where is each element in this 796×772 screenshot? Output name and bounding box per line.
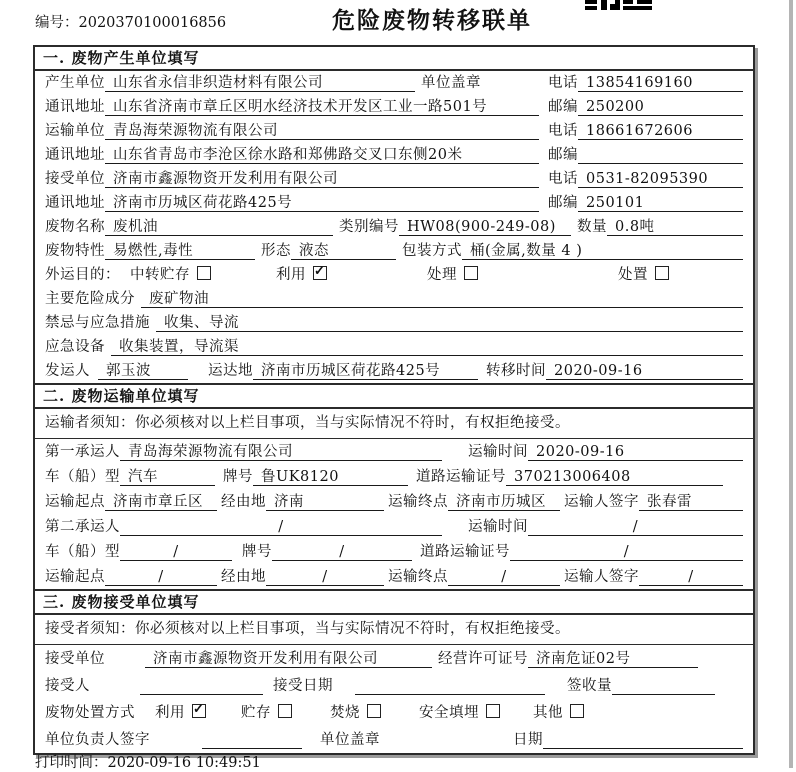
document-number-value: 2020370100016856 — [78, 15, 227, 31]
via2-value[interactable]: / — [266, 568, 384, 586]
producer-unit-value[interactable]: 山东省永信非织造材料有限公司 — [105, 74, 415, 92]
document-number-label: 编号： — [35, 15, 79, 31]
emergency-measures-value[interactable]: 收集、导流 — [156, 314, 743, 332]
vehicle-type2-value[interactable]: / — [120, 543, 232, 561]
transporter-postcode-label: 邮编 — [548, 147, 578, 163]
origin2-label: 运输起点 — [45, 569, 105, 585]
form-row — [35, 239, 753, 263]
disposal-utilize-checkbox[interactable] — [155, 703, 206, 722]
receive-date-value[interactable] — [355, 677, 545, 695]
s2-notice: 运输者须知：你必须核对以上栏目事项，当与实际情况不符时，有权拒绝接受。 — [35, 409, 753, 439]
receiver-unit-label: 接受单位 — [45, 171, 105, 187]
shipper-label: 发运人 — [45, 363, 90, 379]
form-row — [35, 95, 753, 119]
disposal-method-label: 废物处置方式 — [45, 705, 135, 721]
first-carrier-value[interactable]: 青岛海荣源物流有限公司 — [120, 443, 442, 461]
form-row — [35, 143, 753, 167]
form-row — [35, 539, 753, 564]
disposal-utilize-checkbox-box[interactable] — [192, 704, 206, 718]
utilize-checkbox[interactable] — [276, 265, 327, 284]
receiver-unit-seal-label: 单位盖章 — [320, 732, 380, 748]
received-qty-label: 签收量 — [567, 678, 612, 694]
transfer-storage-checkbox[interactable] — [130, 265, 211, 284]
receiver-unit-value[interactable]: 济南市鑫源物资开发利用有限公司 — [105, 170, 539, 188]
form-row — [35, 167, 753, 191]
form-row — [35, 699, 753, 726]
vehicle-type-label: 车（船）型 — [45, 469, 120, 485]
road-permit2-label: 道路运输证号 — [420, 544, 510, 560]
form-row — [35, 287, 753, 311]
disposal-incinerate-checkbox-label: 焚烧 — [330, 705, 360, 721]
transporter-phone-label: 电话 — [548, 123, 578, 139]
outbound-purpose-label: 外运目的： — [45, 267, 120, 283]
disposal-other-checkbox[interactable] — [533, 703, 584, 722]
receiver-phone-value[interactable]: 0531-82095390 — [578, 170, 743, 188]
form-row — [35, 489, 753, 514]
carrier-signature2-label: 运输人签字 — [564, 569, 639, 585]
disposal-other-checkbox-label: 其他 — [533, 705, 563, 721]
second-carrier-label: 第二承运人 — [45, 519, 120, 535]
form-row — [35, 263, 753, 287]
dispose-checkbox[interactable] — [618, 265, 669, 284]
received-qty-value[interactable] — [612, 677, 715, 695]
transport-date-label: 运输时间 — [468, 444, 528, 460]
disposal-landfill-checkbox-label: 安全填埋 — [419, 705, 479, 721]
category-code-label: 类别编号 — [339, 219, 399, 235]
plate-no-value[interactable]: 鲁UK8120 — [253, 468, 408, 486]
disposal-storage-checkbox[interactable] — [241, 703, 292, 722]
license-no-value[interactable]: 济南危证02号 — [528, 650, 698, 668]
disposal-landfill-checkbox[interactable] — [419, 703, 500, 722]
form-table — [33, 45, 755, 755]
quantity-label: 数量 — [577, 219, 607, 235]
producer-unit-label: 产生单位 — [45, 75, 105, 91]
plate-no-label: 牌号 — [223, 469, 253, 485]
disposal-landfill-checkbox-box[interactable] — [486, 704, 500, 718]
transporter-unit-label: 运输单位 — [45, 123, 105, 139]
receiver-address-label: 通讯地址 — [45, 195, 105, 211]
transporter-postcode-value[interactable] — [578, 146, 743, 164]
packing-method-value[interactable]: 桶(金属,数量 4 ) — [462, 242, 743, 260]
waste-trait-label: 废物特性 — [45, 243, 105, 259]
vehicle-type2-label: 车（船）型 — [45, 544, 120, 560]
receive-date-label: 接受日期 — [273, 678, 333, 694]
receive-unit-value[interactable]: 济南市鑫源物资开发利用有限公司 — [145, 650, 432, 668]
second-carrier-value[interactable]: / — [120, 518, 442, 536]
disposal-incinerate-checkbox-box[interactable] — [367, 704, 381, 718]
print-time-value: 2020-09-16 10:49:51 — [107, 755, 261, 771]
carrier-signature-label: 运输人签字 — [564, 494, 639, 510]
form-row — [35, 726, 753, 753]
form-row — [35, 119, 753, 143]
receiver-postcode-value[interactable]: 250101 — [578, 194, 743, 212]
transport-date2-value[interactable]: / — [528, 518, 743, 536]
emergency-equipment-value[interactable]: 收集装置，导流渠 — [111, 338, 743, 356]
carrier-signature2-value[interactable]: / — [639, 568, 743, 586]
qr-code-fragment-icon — [585, 0, 652, 12]
transporter-unit-value[interactable]: 青岛海荣源物流有限公司 — [105, 122, 539, 140]
via-value[interactable]: 济南 — [266, 493, 384, 511]
form-row — [35, 71, 753, 95]
origin-label: 运输起点 — [45, 494, 105, 510]
transport-date2-label: 运输时间 — [468, 519, 528, 535]
waste-trait-value[interactable]: 易燃性,毒性 — [105, 242, 255, 260]
receive-person-value[interactable] — [140, 677, 263, 695]
print-time — [35, 751, 261, 772]
producer-address-value[interactable]: 山东省济南市章丘区明水经济技术开发区工业一路501号 — [105, 98, 539, 116]
emergency-equipment-label: 应急设备 — [45, 339, 105, 355]
origin2-value[interactable]: / — [105, 568, 217, 586]
utilize-checkbox-box[interactable] — [313, 266, 327, 280]
utilize-checkbox-label: 利用 — [276, 267, 306, 283]
unit-seal-label: 单位盖章 — [421, 75, 481, 91]
sign-date-label: 日期 — [513, 732, 543, 748]
producer-postcode-value[interactable]: 250200 — [578, 98, 743, 116]
treat-checkbox-box[interactable] — [464, 266, 478, 280]
terminus-value[interactable]: 济南市历城区 — [448, 493, 560, 511]
section-s1 — [35, 47, 753, 383]
treat-checkbox-label: 处理 — [427, 267, 457, 283]
receiver-phone-label: 电话 — [548, 171, 578, 187]
dispose-checkbox-box[interactable] — [655, 266, 669, 280]
form-row — [35, 645, 753, 672]
shipper-value[interactable]: 郭玉波 — [98, 362, 188, 380]
packing-method-label: 包装方式 — [402, 243, 462, 259]
terminus2-value[interactable]: / — [448, 568, 560, 586]
treat-checkbox[interactable] — [427, 265, 478, 284]
disposal-utilize-checkbox-label: 利用 — [155, 705, 185, 721]
transporter-address-label: 通讯地址 — [45, 147, 105, 163]
form-row — [35, 215, 753, 239]
producer-address-label: 通讯地址 — [45, 99, 105, 115]
form-row — [35, 335, 753, 359]
transfer-date-label: 转移时间 — [486, 363, 546, 379]
destination-label: 运达地 — [208, 363, 253, 379]
responsible-signature-label: 单位负责人签字 — [45, 732, 150, 748]
vehicle-type-value[interactable]: 汽车 — [120, 468, 215, 486]
quantity-value[interactable]: 0.8吨 — [607, 218, 743, 236]
dispose-checkbox-label: 处置 — [618, 267, 648, 283]
transporter-address-value[interactable]: 山东省青岛市李沧区徐水路和郑佛路交叉口东侧20米 — [105, 146, 539, 164]
s3-notice: 接受者须知：你必须核对以上栏目事项，当与实际情况不符时，有权拒绝接受。 — [35, 615, 753, 645]
disposal-storage-checkbox-label: 贮存 — [241, 705, 271, 721]
form-row — [35, 564, 753, 589]
transport-date-value[interactable]: 2020-09-16 — [528, 443, 743, 461]
receiver-address-value[interactable]: 济南市历城区荷花路425号 — [105, 194, 539, 212]
destination-value[interactable]: 济南市历城区荷花路425号 — [253, 362, 478, 380]
physical-form-value[interactable]: 液态 — [291, 242, 396, 260]
form-row — [35, 191, 753, 215]
terminus2-label: 运输终点 — [388, 569, 448, 585]
category-code-value[interactable]: HW08(900-249-08) — [399, 218, 571, 236]
origin-value[interactable]: 济南市章丘区 — [105, 493, 217, 511]
section-title: 一. 废物产生单位填写 — [35, 47, 753, 71]
producer-phone-value[interactable]: 13854169160 — [578, 74, 743, 92]
section-s3 — [35, 589, 753, 753]
print-time-label: 打印时间： — [35, 755, 108, 771]
via-label: 经由地 — [221, 494, 266, 510]
form-row — [35, 311, 753, 335]
via2-label: 经由地 — [221, 569, 266, 585]
sign-date-value[interactable] — [543, 731, 743, 749]
receive-unit-label: 接受单位 — [45, 651, 105, 667]
first-carrier-label: 第一承运人 — [45, 444, 120, 460]
transfer-date-value[interactable]: 2020-09-16 — [546, 362, 743, 380]
page-title: 危险废物转移联单 — [332, 7, 532, 34]
transfer-storage-checkbox-label: 中转贮存 — [130, 267, 190, 283]
license-no-label: 经营许可证号 — [438, 651, 528, 667]
disposal-storage-checkbox-box[interactable] — [278, 704, 292, 718]
terminus-label: 运输终点 — [388, 494, 448, 510]
road-permit2-value[interactable]: / — [510, 543, 743, 561]
form-row — [35, 464, 753, 489]
disposal-other-checkbox-box[interactable] — [570, 704, 584, 718]
producer-postcode-label: 邮编 — [548, 99, 578, 115]
hazardous-component-label: 主要危险成分 — [45, 291, 135, 307]
section-s2 — [35, 383, 753, 589]
disposal-incinerate-checkbox[interactable] — [330, 703, 381, 722]
section-title: 二. 废物运输单位填写 — [35, 383, 753, 409]
transporter-phone-value[interactable]: 18661672606 — [578, 122, 743, 140]
document-number — [35, 11, 226, 32]
receive-person-label: 接受人 — [45, 678, 90, 694]
waste-name-value[interactable]: 废机油 — [105, 218, 333, 236]
waste-name-label: 废物名称 — [45, 219, 105, 235]
form-row — [35, 439, 753, 464]
hazardous-component-value[interactable]: 废矿物油 — [141, 290, 743, 308]
plate-no2-label: 牌号 — [242, 544, 272, 560]
transfer-storage-checkbox-box[interactable] — [197, 266, 211, 280]
responsible-signature-value[interactable] — [202, 731, 302, 749]
receiver-postcode-label: 邮编 — [548, 195, 578, 211]
form-row — [35, 672, 753, 699]
section-title: 三. 废物接受单位填写 — [35, 589, 753, 615]
road-permit-label: 道路运输证号 — [416, 469, 506, 485]
plate-no2-value[interactable]: / — [272, 543, 412, 561]
form-row — [35, 514, 753, 539]
road-permit-value[interactable]: 370213006408 — [506, 468, 723, 486]
carrier-signature-value[interactable]: 张春雷 — [639, 493, 743, 511]
producer-phone-label: 电话 — [548, 75, 578, 91]
emergency-measures-label: 禁忌与应急措施 — [45, 315, 150, 331]
physical-form-label: 形态 — [261, 243, 291, 259]
page-edge-strip — [789, 0, 793, 768]
form-row — [35, 359, 753, 383]
